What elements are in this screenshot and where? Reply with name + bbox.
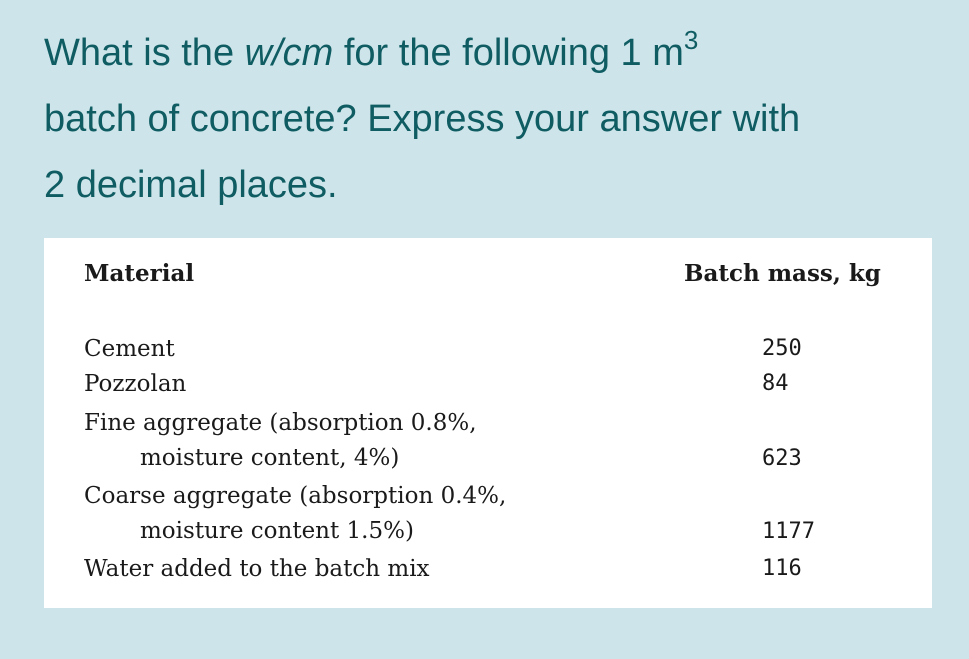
row-coarse-aggregate-value: 1177: [762, 519, 815, 544]
row-fine-aggregate-material: [84, 406, 477, 476]
question-line-1: [44, 20, 944, 86]
row-coarse-aggregate-line-2: moisture content 1.5%): [140, 518, 414, 544]
row-water-material: Water added to the batch mix: [84, 556, 430, 582]
wcm-term: w/cm: [244, 32, 334, 74]
row-fine-aggregate-line-1: Fine aggregate (absorption 0.8%,: [84, 410, 477, 436]
question-text: [44, 20, 944, 218]
batch-table: [44, 238, 932, 608]
question-line-1-suffix: for the following 1 m: [333, 32, 684, 74]
row-water-value: 116: [762, 556, 802, 581]
cubic-superscript: 3: [683, 25, 699, 55]
question-line-1-prefix: What is the: [44, 32, 245, 74]
row-coarse-aggregate-line-1: Coarse aggregate (absorption 0.4%,: [84, 483, 507, 509]
row-coarse-aggregate-material: [84, 479, 506, 549]
row-fine-aggregate-value: 623: [762, 446, 802, 471]
row-fine-aggregate-line-2: moisture content, 4%): [140, 445, 400, 471]
row-pozzolan-value: 84: [762, 371, 789, 396]
row-pozzolan-material: Pozzolan: [84, 371, 187, 397]
header-material: Material: [84, 260, 195, 287]
row-cement-value: 250: [762, 336, 802, 361]
row-cement-material: Cement: [84, 336, 175, 362]
header-batch-mass: Batch mass, kg: [684, 260, 881, 287]
question-line-3: 2 decimal places.: [44, 164, 338, 206]
question-line-2: batch of concrete? Express your answer with: [44, 98, 801, 140]
